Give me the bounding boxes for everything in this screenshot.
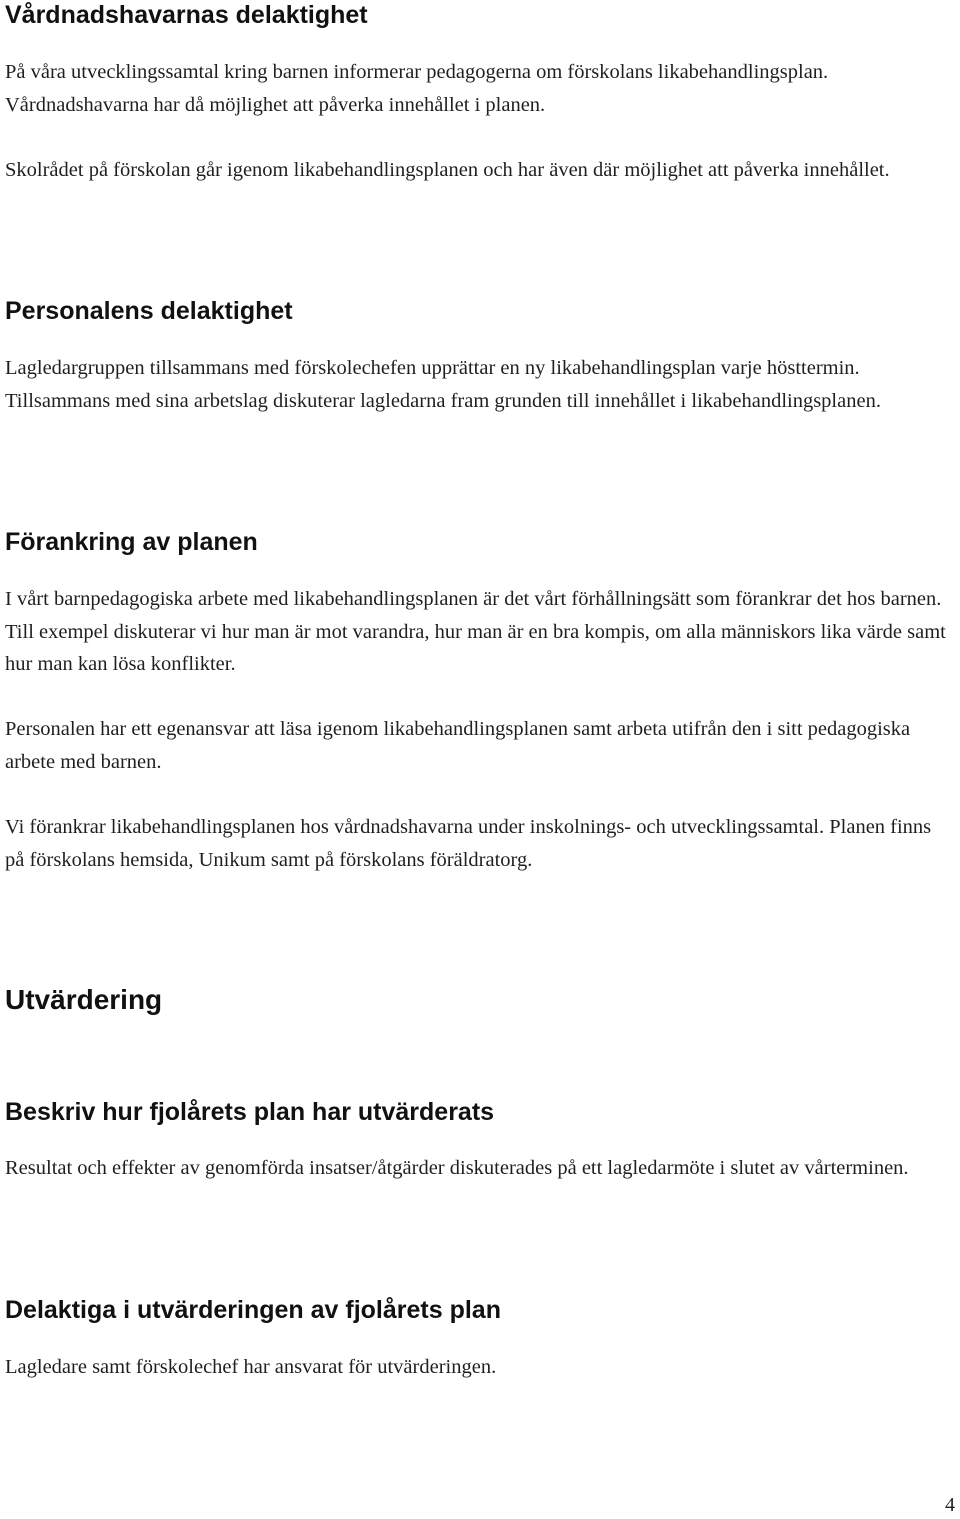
page-number: 4 [945,1494,955,1516]
heading-forankring-av-planen: Förankring av planen [5,528,258,556]
heading-delaktiga-utvardering: Delaktiga i utvärderingen av fjolårets plan [5,1296,501,1324]
paragraph-forankring-2: Personalen har ett egenansvar att läsa igenom likabehandlingsplanen samt arbeta utifrån den i sitt pedagogiska arbete med barnen. [5,718,911,773]
paragraph-personal-1: Lagledargruppen tillsammans med förskolechefen upprättar en ny likabehandlingsplan varje hösttermin. Tillsammans med sina arbetslag diskuterar lagledarna fram grunden till innehållet i likabehandlingsplanen. [5,357,881,412]
paragraph-forankring-3: Vi förankrar likabehandlingsplanen hos vårdnadshavarna under inskolnings- och utvecklingssamtal. Planen finns på förskolans hemsida, Unikum samt på förskolans föräldratorg. [5,816,932,871]
heading-utvardering: Utvärdering [5,984,163,1015]
paragraph-vardnadshavare-1: På våra utvecklingssamtal kring barnen informerar pedagogerna om förskolans likabehandlingsplan. Vårdnadshavarna har då möjlighet att påverka innehållet i planen. [5,61,829,116]
heading-vardnadshavarnas-delaktighet: Vårdnadshavarnas delaktighet [5,1,368,29]
paragraph-delaktiga-1: Lagledare samt förskolechef har ansvarat för utvärderingen. [5,1356,497,1378]
heading-personalens-delaktighet: Personalens delaktighet [5,297,293,325]
paragraph-vardnadshavare-2: Skolrådet på förskolan går igenom likabehandlingsplanen och har även där möjlighet att påverka innehållet. [5,159,890,181]
paragraph-forankring-1: I vårt barnpedagogiska arbete med likabehandlingsplanen är det vårt förhållningsätt som förankrar det hos barnen. Till exempel diskuterar vi hur man är mot varandra, hur man är en bra kompis, om alla människors lika värde samt hur man kan lösa konflikter. [5,588,946,675]
paragraph-beskriv-1: Resultat och effekter av genomförda insatser/åtgärder diskuterades på ett lagledarmöte i slutet av vårterminen. [5,1157,909,1179]
heading-beskriv-utvardering: Beskriv hur fjolårets plan har utvärderats [5,1098,495,1126]
